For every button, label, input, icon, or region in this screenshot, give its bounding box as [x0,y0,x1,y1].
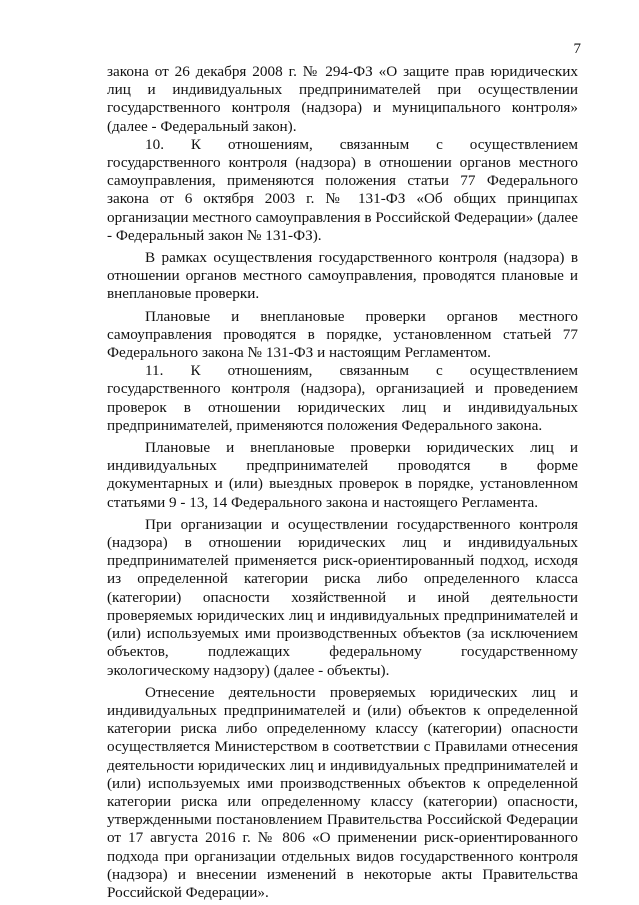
paragraph-item-10: 10. К отношениям, связанным с осуществлением государственного контроля (надзора) в отношении органов местного самоуправления, применяются положения статьи 77 Федерального закона от 6 октября 2003 г. № 131-ФЗ «Об общих принципах организации местного самоуправления в Российской Федерации» (далее - Федеральный закон № 131-ФЗ). [107,135,578,244]
paragraph-checks-procedure: Плановые и внеплановые проверки органов местного самоуправления проводятся в порядке, установленном статьей 77 Федерального закона № 131-ФЗ и настоящим Регламентом. [107,307,578,362]
document-body [107,63,578,902]
page-number: 7 [573,41,581,57]
paragraph-checks-form: Плановые и внеплановые проверки юридических лиц и индивидуальных предпринимателей проводятся в форме документарных и (или) выездных проверок в порядке, установленном статьями 9 - 13, 14 Федерального закона и настоящего Регламента. [107,439,578,511]
paragraph-continuation: закона от 26 декабря 2008 г. № 294-ФЗ «О защите прав юридических лиц и индивидуальных предпринимателей при осуществлении государственного контроля (надзора) и муниципального контроля» (далее - Федеральный закон). [107,63,578,135]
paragraph-risk-approach: При организации и осуществлении государственного контроля (надзора) в отношении юридических лиц и индивидуальных предпринимателей применяется риск-ориентированный подход, исходя из определенной категории риска либо определенного класса (категории) опасности хозяйственной и иной деятельности проверяемых юридических лиц и индивидуальных предпринимателей и (или) используемых ими производственных объектов (за исключением объектов, подлежащих федеральному государственному экологическому надзору) (далее - объекты). [107,515,578,679]
paragraph-risk-classification: Отнесение деятельности проверяемых юридических лиц и индивидуальных предпринимателей и (или) объектов к определенной категории риска либо определенному классу (категории) опасности осуществляется Министерством в соответствии с Правилами отнесения деятельности юридических лиц и индивидуальных предпринимателей и (или) используемых ими производственных объектов к определенной категории риска или определенному классу (категории) опасности, утвержденными постановлением Правительства Российской Федерации от 17 августа 2016 г. № 806 «О применении риск-ориентированного подхода при организации отдельных видов государственного контроля (надзора) и внесении изменений в некоторые акты Правительства Российской Федерации». [107,683,578,901]
paragraph-item-11: 11. К отношениям, связанным с осуществлением государственного контроля (надзора), организацией и проведением проверок в отношении юридических лиц и индивидуальных предпринимателей, применяются положения Федерального закона. [107,362,578,434]
paragraph-checks-scope: В рамках осуществления государственного контроля (надзора) в отношении органов местного самоуправления, проводятся плановые и внеплановые проверки. [107,249,578,303]
